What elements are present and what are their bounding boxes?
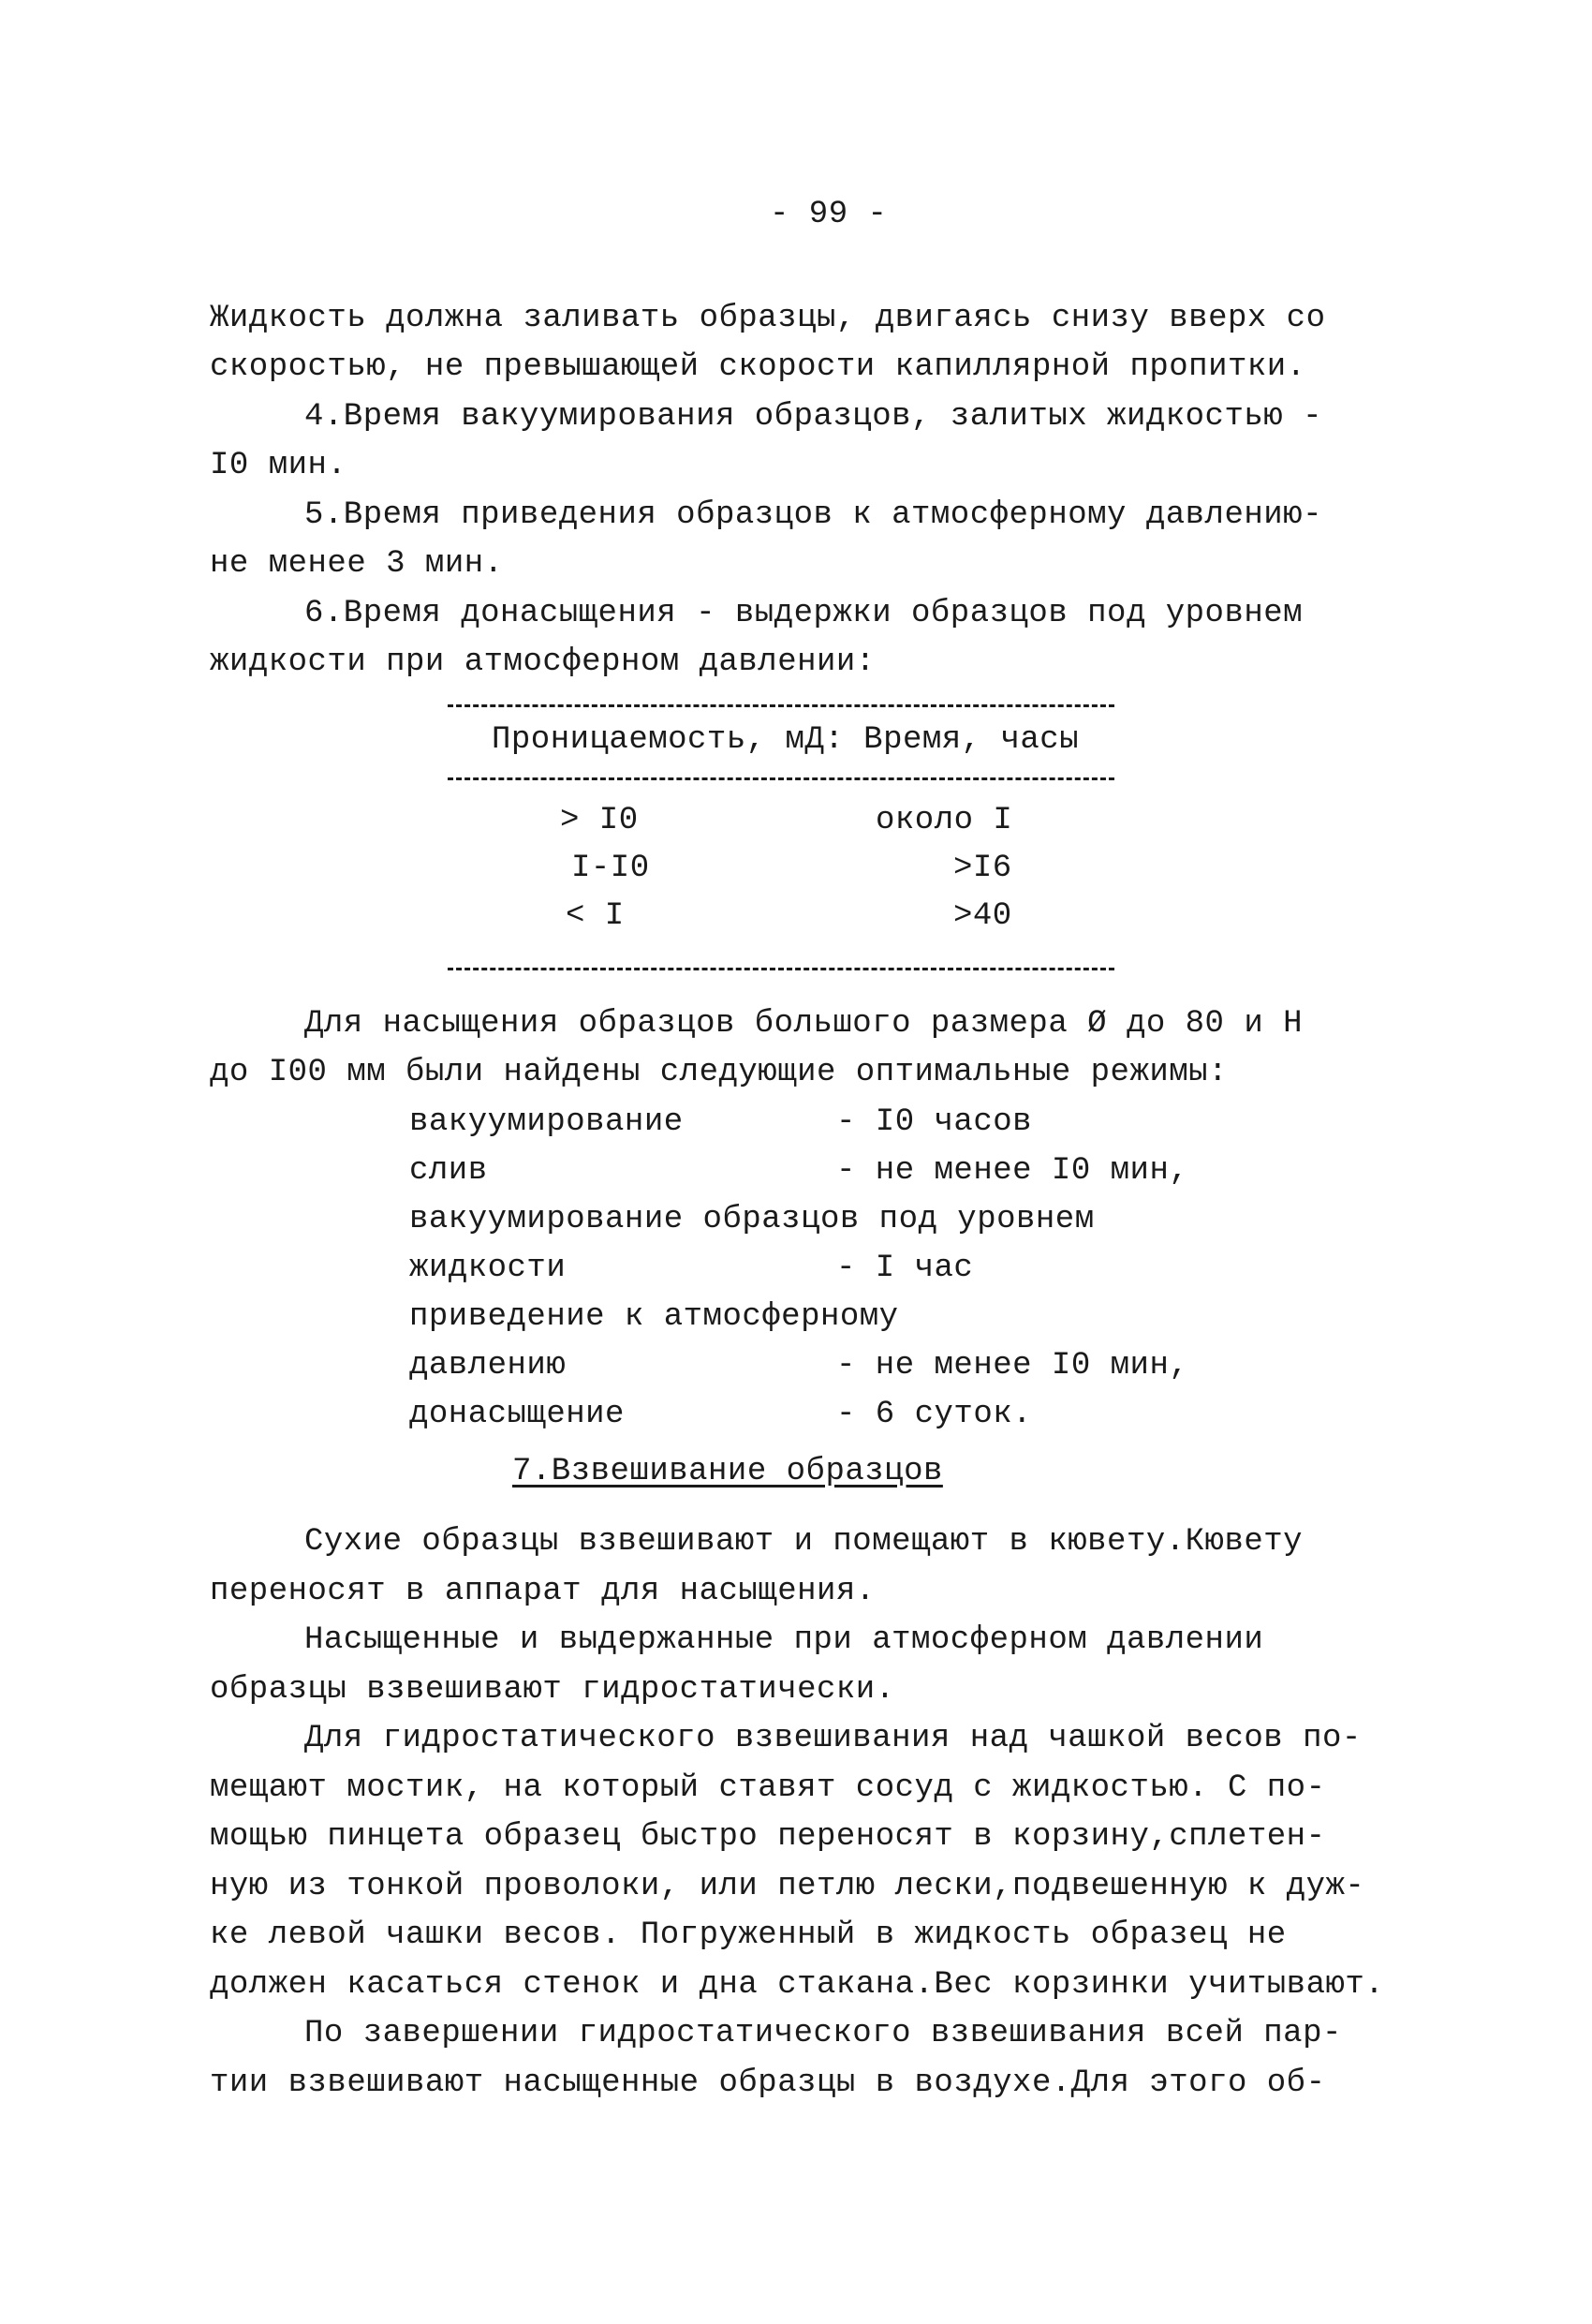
- time-cell: >I6: [953, 851, 1012, 886]
- paragraph-3-line: мощью пинцета образец быстро переносят в корзину,сплетен-: [210, 1819, 1326, 1855]
- paragraph-1-line: переносят в аппарат для насыщения.: [210, 1574, 876, 1609]
- regime-label: вакуумирование: [409, 1104, 684, 1140]
- large-samples-line: до I00 мм были найдены следующие оптимальные режимы:: [210, 1055, 1228, 1090]
- time-cell: около I: [876, 803, 1013, 838]
- section-heading: 7.Взвешивание образцов: [512, 1454, 943, 1489]
- regime-value: - не менее I0 мин,: [836, 1153, 1189, 1189]
- intro-line: скоростью, не превышающей скорости капиллярной пропитки.: [210, 349, 1306, 385]
- item-6-line: 6.Время донасыщения - выдержки образцов под уровнем: [304, 596, 1304, 631]
- regime-label: слив: [409, 1153, 488, 1189]
- regime-value: - I час: [836, 1251, 974, 1286]
- paragraph-4-line: По завершении гидростатического взвешивания всей пар-: [304, 2016, 1342, 2051]
- regime-label: давлению: [409, 1348, 567, 1384]
- regime-value: - 6 суток.: [836, 1397, 1033, 1432]
- regime-value: - I0 часов: [836, 1104, 1033, 1140]
- regime-value: - не менее I0 мин,: [836, 1348, 1189, 1384]
- paragraph-3-line: мещают мостик, на который ставят сосуд с жидкостью. С по-: [210, 1770, 1326, 1806]
- paragraph-2-line: образцы взвешивают гидростатически.: [210, 1672, 895, 1708]
- item-6-line: жидкости при атмосферном давлении:: [210, 644, 876, 680]
- paragraph-3-line: ке левой чашки весов. Погруженный в жидкость образец не: [210, 1917, 1287, 1953]
- time-cell: >40: [953, 898, 1012, 934]
- regime-label: приведение к атмосферному: [409, 1299, 899, 1335]
- table-header: Проницаемость, мД: Время, часы: [492, 722, 1080, 758]
- perm-cell: > I0: [560, 803, 639, 838]
- perm-cell: I-I0: [571, 851, 650, 886]
- paragraph-3-line: Для гидростатического взвешивания над чашкой весов по-: [304, 1721, 1362, 1756]
- paragraph-1-line: Сухие образцы взвешивают и помещают в кювету.Кювету: [304, 1524, 1304, 1560]
- table-rule-top: [448, 704, 1114, 707]
- item-5-line: не менее 3 мин.: [210, 546, 504, 582]
- large-samples-line: Для насыщения образцов большого размера Ø до 80 и Н: [304, 1006, 1304, 1042]
- intro-line: Жидкость должна заливать образцы, двигаясь снизу вверх со: [210, 301, 1326, 336]
- paragraph-3-line: ную из тонкой проволоки, или петлю лески,подвешенную к дуж-: [210, 1869, 1365, 1904]
- table-rule-bottom: [448, 968, 1114, 970]
- regime-label: донасыщение: [409, 1397, 625, 1432]
- page-number: - 99 -: [770, 197, 888, 232]
- paragraph-2-line: Насыщенные и выдержанные при атмосферном давлении: [304, 1622, 1264, 1658]
- item-4-line: I0 мин.: [210, 448, 347, 483]
- item-4-line: 4.Время вакуумирования образцов, залитых жидкостью -: [304, 399, 1322, 435]
- perm-cell: < I: [566, 898, 625, 934]
- regime-label: жидкости: [409, 1251, 567, 1286]
- paragraph-4-line: тии взвешивают насыщенные образцы в воздухе.Для этого об-: [210, 2065, 1326, 2101]
- regime-label: вакуумирование образцов под уровнем: [409, 1202, 1095, 1237]
- item-5-line: 5.Время приведения образцов к атмосферному давлению-: [304, 497, 1322, 533]
- paragraph-3-line: должен касаться стенок и дна стакана.Вес корзинки учитывают.: [210, 1967, 1385, 2003]
- table-rule-mid: [448, 777, 1114, 780]
